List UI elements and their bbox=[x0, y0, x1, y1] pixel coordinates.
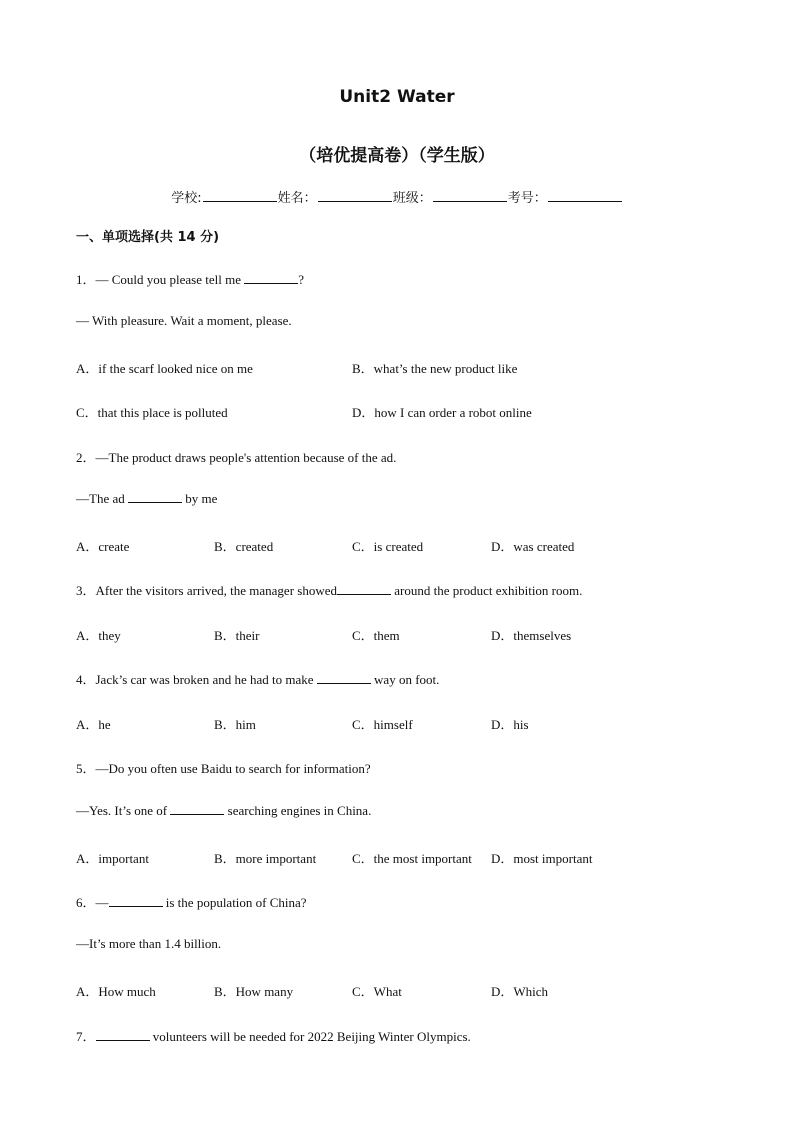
question-text: 6．— bbox=[76, 895, 109, 910]
name-label: 姓名： bbox=[277, 191, 317, 206]
option-d[interactable]: D．his bbox=[491, 717, 529, 732]
option-b[interactable]: B．what’s the new product like bbox=[352, 361, 518, 376]
option-a[interactable]: A．create bbox=[76, 539, 130, 554]
question-6-response: —It’s more than 1.4 billion. bbox=[76, 936, 222, 951]
page-subtitle: （培优提高卷）（学生版） bbox=[299, 146, 495, 166]
question-text: ? bbox=[298, 272, 305, 287]
option-d[interactable]: D．most important bbox=[491, 851, 593, 866]
option-b[interactable]: B．created bbox=[214, 539, 274, 554]
class-blank[interactable] bbox=[433, 189, 507, 202]
school-blank[interactable] bbox=[203, 189, 277, 202]
option-b[interactable]: B．How many bbox=[214, 984, 294, 999]
answer-blank bbox=[244, 272, 298, 284]
option-a[interactable]: A．important bbox=[76, 851, 149, 866]
option-c[interactable]: C．them bbox=[352, 628, 400, 643]
question-text: around the product exhibition room. bbox=[391, 583, 583, 598]
answer-blank bbox=[317, 672, 371, 684]
page-title: Unit2 Water bbox=[339, 87, 455, 107]
option-a[interactable]: A．he bbox=[76, 717, 111, 732]
option-c[interactable]: C．that this place is polluted bbox=[76, 405, 228, 420]
option-d[interactable]: D．how I can order a robot online bbox=[352, 405, 532, 420]
question-text: —Yes. It’s one of bbox=[76, 803, 171, 818]
option-c[interactable]: C．himself bbox=[352, 717, 413, 732]
question-text: is the population of China? bbox=[162, 895, 307, 910]
question-text: 1．— Could you please tell me bbox=[76, 272, 245, 287]
option-c[interactable]: C．What bbox=[352, 984, 402, 999]
question-text: way on foot. bbox=[370, 672, 440, 687]
option-c[interactable]: C．is created bbox=[352, 539, 424, 554]
answer-blank bbox=[96, 1029, 150, 1041]
question-text: 3．After the visitors arrived, the manager showed bbox=[76, 583, 338, 598]
answer-blank bbox=[109, 895, 163, 907]
question-text: 7． bbox=[76, 1029, 96, 1044]
question-text: searching engines in China. bbox=[224, 803, 372, 818]
question-7 bbox=[76, 1026, 471, 1045]
question-text: by me bbox=[181, 491, 218, 506]
name-blank[interactable] bbox=[318, 189, 392, 202]
question-2-response bbox=[76, 491, 217, 507]
option-c[interactable]: C．the most important bbox=[352, 851, 472, 866]
question-2: 2．—The product draws people's attention because of the ad. bbox=[76, 450, 397, 465]
option-b[interactable]: B．him bbox=[214, 717, 256, 732]
question-text: —The ad bbox=[76, 491, 128, 506]
question-5: 5．—Do you often use Baidu to search for information? bbox=[76, 761, 371, 776]
student-info-line bbox=[0, 187, 794, 206]
option-b[interactable]: B．their bbox=[214, 628, 260, 643]
option-d[interactable]: D．themselves bbox=[491, 628, 572, 643]
option-d[interactable]: D．was created bbox=[491, 539, 575, 554]
question-3 bbox=[76, 580, 582, 599]
question-5-response bbox=[76, 803, 371, 819]
section-heading: 一、单项选择(共 14 分) bbox=[76, 230, 220, 245]
class-label: 班级： bbox=[392, 191, 432, 206]
exam-number-label: 考号： bbox=[507, 191, 547, 206]
question-text: volunteers will be needed for 2022 Beijing Winter Olympics. bbox=[149, 1029, 471, 1044]
question-4 bbox=[76, 669, 439, 688]
option-a[interactable]: A．How much bbox=[76, 984, 156, 999]
option-a[interactable]: A．they bbox=[76, 628, 121, 643]
exam-number-blank[interactable] bbox=[548, 189, 622, 202]
question-1-response: — With pleasure. Wait a moment, please. bbox=[76, 313, 292, 328]
answer-blank bbox=[128, 491, 182, 503]
answer-blank bbox=[170, 803, 224, 815]
option-b[interactable]: B．more important bbox=[214, 851, 317, 866]
answer-blank bbox=[337, 583, 391, 595]
school-label: 学校: bbox=[171, 191, 202, 206]
question-1 bbox=[76, 269, 304, 288]
question-6 bbox=[76, 892, 307, 911]
question-text: 4．Jack’s car was broken and he had to make bbox=[76, 672, 317, 687]
option-a[interactable]: A．if the scarf looked nice on me bbox=[76, 361, 253, 376]
option-d[interactable]: D．Which bbox=[491, 984, 549, 999]
